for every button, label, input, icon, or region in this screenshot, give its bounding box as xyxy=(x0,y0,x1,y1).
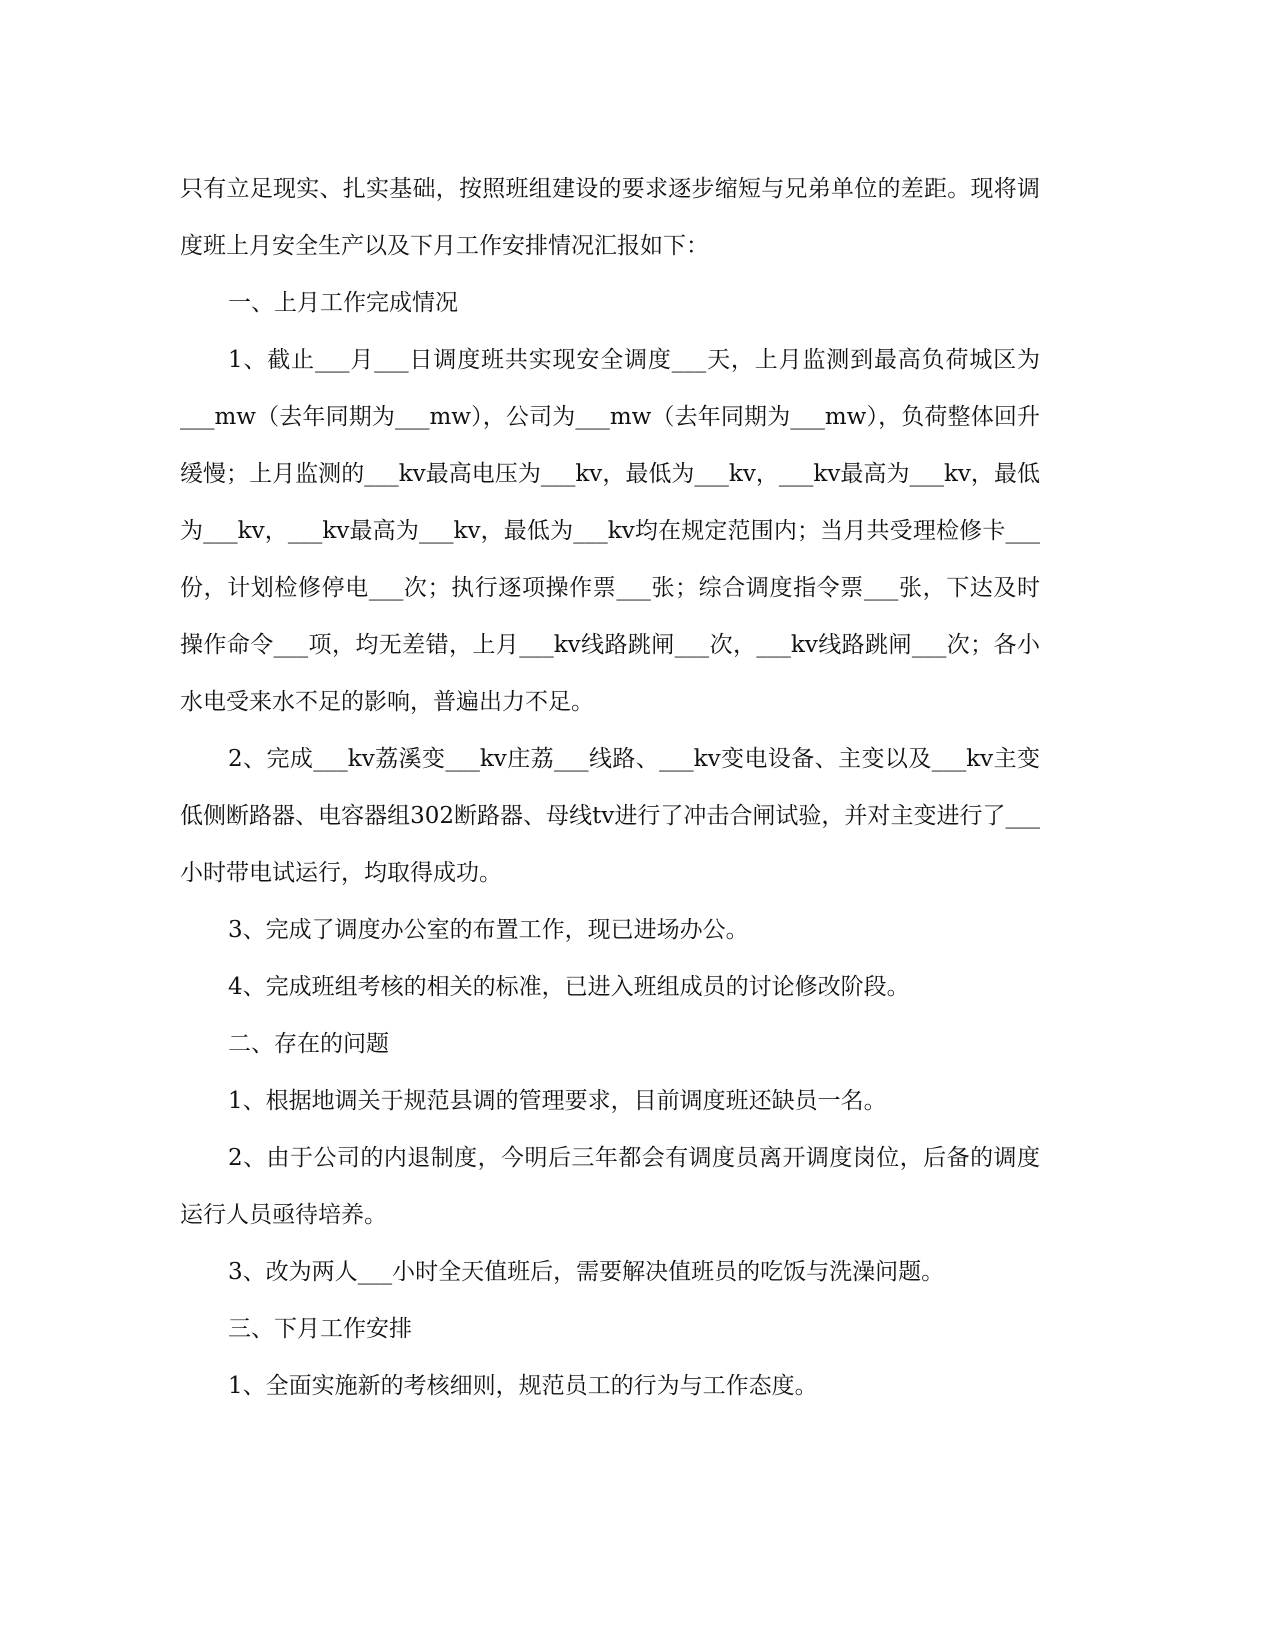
paragraph-meal-bath-issue: 3、改为两人___小时全天值班后，需要解决值班员的吃饭与洗澡问题。 xyxy=(228,1259,945,1285)
section-heading-next-month-plan: 三、下月工作安排 xyxy=(228,1316,412,1342)
paragraph-dispatch-statistics: 1、截止___月___日调度班共实现安全调度___天，上月监测到最高负荷城区为___mw（去年同期为___mw），公司为___mw（去年同期为___mw），负荷整体回升缓慢；上月监测的___kv最高电压为___kv，最低为___kv，___kv最高为___kv，最低为___kv，___kv最高为___kv，最低为___kv均在规定范围内；当月共受理检修卡___份，计划检修停电___次；执行逐项操作票___张；综合调度指令票___张，下达及时操作命令___项，均无差错，上月___kv线路跳闸___次，___kv线路跳闸___次；各小水电受来水不足的影响，普遍出力不足。 xyxy=(180,347,1040,715)
paragraph-staff-shortage: 1、根据地调关于规范县调的管理要求，目前调度班还缺员一名。 xyxy=(228,1088,887,1114)
paragraph-new-assessment-rules: 1、全面实施新的考核细则，规范员工的行为与工作态度。 xyxy=(228,1373,818,1399)
paragraph-assessment-standards: 4、完成班组考核的相关的标准，已进入班组成员的讨论修改阶段。 xyxy=(228,974,910,1000)
paragraph-retirement-training: 2、由于公司的内退制度，今明后三年都会有调度员离开调度岗位，后备的调度运行人员亟待培养。 xyxy=(180,1145,1040,1228)
intro-paragraph: 只有立足现实、扎实基础，按照班组建设的要求逐步缩短与兄弟单位的差距。现将调度班上月安全生产以及下月工作安排情况汇报如下： xyxy=(180,176,1040,259)
paragraph-switching-tests: 2、完成___kv荔溪变___kv庄荔___线路、___kv变电设备、主变以及___kv主变低侧断路器、电容器组302断路器、母线tv进行了冲击合闸试验，并对主变进行了___小时带电试运行，均取得成功。 xyxy=(180,746,1040,886)
section-heading-last-month-work: 一、上月工作完成情况 xyxy=(228,290,458,316)
document-body xyxy=(180,161,1040,1415)
section-heading-existing-problems: 二、存在的问题 xyxy=(228,1031,389,1057)
paragraph-office-setup: 3、完成了调度办公室的布置工作，现已进场办公。 xyxy=(228,917,749,943)
